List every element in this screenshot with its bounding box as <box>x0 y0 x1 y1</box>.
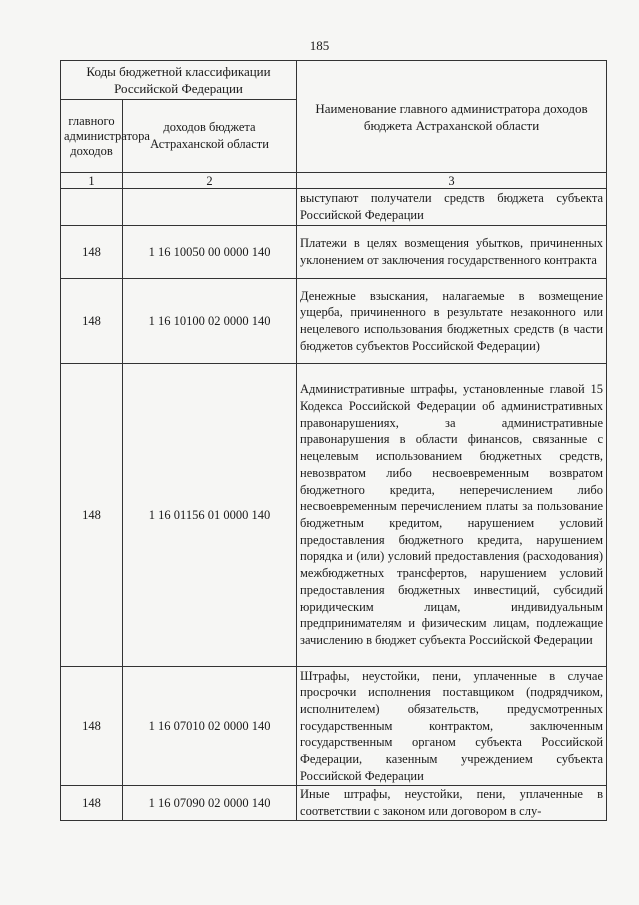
budget-codes-table <box>60 60 607 821</box>
admin-code-cell: 148 <box>61 226 123 279</box>
column-number: 2 <box>123 173 297 189</box>
table-header-row <box>61 61 607 100</box>
admin-code-cell: 148 <box>61 279 123 364</box>
table-row <box>61 226 607 279</box>
header-admin-column: главного администратора доходов <box>61 100 123 173</box>
table-row <box>61 667 607 786</box>
description-cell: Платежи в целях возмещения убытков, причиненных уклонением от заключения государственного контракта <box>297 226 607 279</box>
description-cell: Иные штрафы, неустойки, пени, уплаченные в соответствии с законом или договором в слу- <box>297 786 607 821</box>
admin-code-cell: 148 <box>61 786 123 821</box>
column-number: 3 <box>297 173 607 189</box>
header-codes-title: Коды бюджетной классификации Российской Федерации <box>61 61 297 100</box>
column-numbers-row <box>61 173 607 189</box>
income-code-cell <box>123 189 297 226</box>
description-cell: выступают получатели средств бюджета субъекта Российской Федерации <box>297 189 607 226</box>
description-cell: Денежные взыскания, налагаемые в возмещение ущерба, причиненного в результате незаконного или нецелевого использования бюджетных средств (в части бюджетов субъектов Российской Федерации) <box>297 279 607 364</box>
income-code-cell: 1 16 07010 02 0000 140 <box>123 667 297 786</box>
admin-code-cell: 148 <box>61 364 123 667</box>
column-number: 1 <box>61 173 123 189</box>
income-code-cell: 1 16 01156 01 0000 140 <box>123 364 297 667</box>
header-income-column: доходов бюджета Астраханской области <box>123 100 297 173</box>
description-cell: Штрафы, неустойки, пени, уплаченные в случае просрочки исполнения поставщиком (подрядчиком, исполнителем) обязательств, предусмотренных государственным контрактом, заключенным государственным органом субъекта Российской Федерации, казенным учреждением субъекта Российской Федерации <box>297 667 607 786</box>
page-number: 185 <box>309 38 330 53</box>
table-row <box>61 279 607 364</box>
table-row <box>61 786 607 821</box>
admin-code-cell: 148 <box>61 667 123 786</box>
income-code-cell: 1 16 07090 02 0000 140 <box>123 786 297 821</box>
income-code-cell: 1 16 10100 02 0000 140 <box>123 279 297 364</box>
table-row <box>61 364 607 667</box>
description-cell: Административные штрафы, установленные главой 15 Кодекса Российской Федерации об административных правонарушениях, за административные правонарушения в области финансов, связанные с нецелевым использованием бюджетных средств, невозвратом либо несвоевременным возвратом бюджетного кредита, неперечислением либо несвоевременным перечислением платы за пользование бюджетным кредитом, нарушением условий предоставления бюджетного кредита, нарушением порядка и (или) условий предоставления (расходования) межбюджетных трансфертов, нарушением условий предоставления бюджетных инвестиций, субсидий юридическим лицам, индивидуальным предпринимателям и физическим лицам, подлежащие зачислению в бюджет субъекта Российской Федерации <box>297 364 607 667</box>
table-row <box>61 189 607 226</box>
header-name-column: Наименование главного администратора доходов бюджета Астраханской области <box>297 61 607 173</box>
admin-code-cell <box>61 189 123 226</box>
income-code-cell: 1 16 10050 00 0000 140 <box>123 226 297 279</box>
